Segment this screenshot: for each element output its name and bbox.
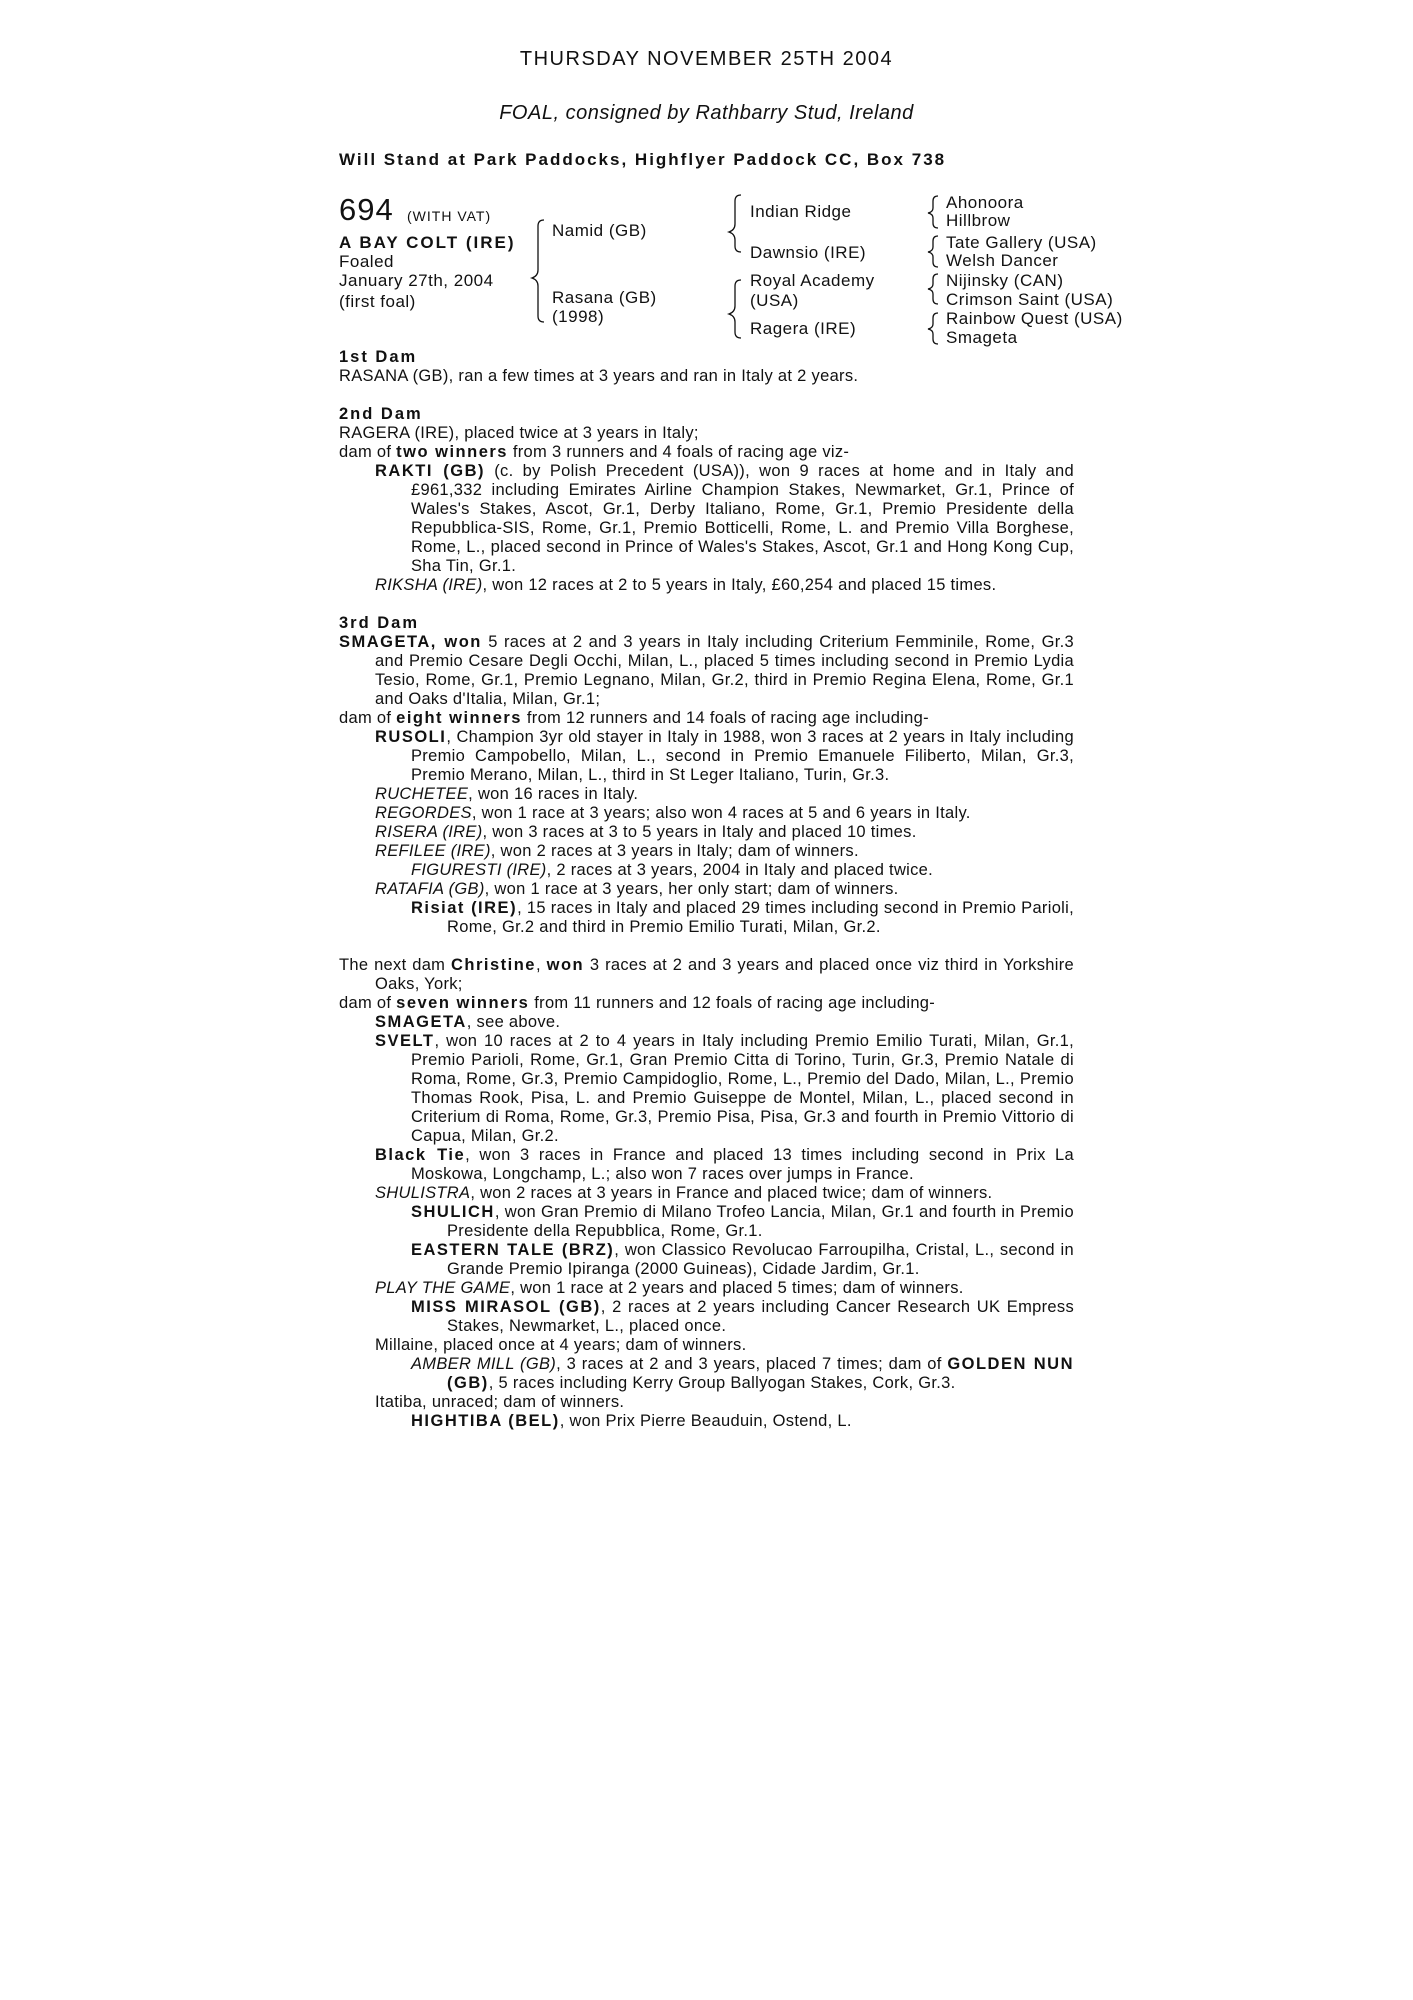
horse-name: RUSOLI xyxy=(375,728,447,746)
horse-name: SMAGETA xyxy=(375,1013,467,1031)
dam-year: (1998) xyxy=(552,307,605,326)
next-dam-entry: The next dam Christine, won 3 races at 2 and 3 years and placed once viz third in Yorkshire Oaks, York; xyxy=(339,956,1075,993)
brace-ggp-1 xyxy=(928,196,938,228)
sale-date: THURSDAY NOVEMBER 25TH 2004 xyxy=(519,48,894,70)
shulistra-entry: SHULISTRA, won 2 races at 3 years in France and placed twice; dam of winners. xyxy=(375,1184,993,1202)
horse-name: RUCHETEE xyxy=(375,785,469,803)
dam-name: Rasana (GB) xyxy=(552,288,657,307)
horse-name: SVELT xyxy=(375,1032,435,1050)
brace-ggp-3 xyxy=(928,274,938,304)
ggp-4: Welsh Dancer xyxy=(946,251,1059,270)
amber-mill-entry: AMBER MILL (GB), 3 races at 2 and 3 years, placed 7 times; dam of GOLDEN NUN (GB), 5 races including Kerry Group Ballyogan Stakes, Cork, Gr.3. xyxy=(411,1355,1074,1392)
brace-sire xyxy=(729,195,741,252)
first-foal-note: (first foal) xyxy=(339,292,416,311)
ratafia-entry: RATAFIA (GB), won 1 race at 3 years, her only start; dam of winners. xyxy=(375,880,899,898)
ggp-6: Crimson Saint (USA) xyxy=(946,290,1114,309)
sire-sire: Indian Ridge xyxy=(750,202,852,221)
dam-sire-country: (USA) xyxy=(750,291,799,310)
ggp-2: Hillbrow xyxy=(946,211,1011,230)
figuresti-entry: FIGURESTI (IRE), 2 races at 3 years, 2004 in Italy and placed twice. xyxy=(411,861,934,879)
horse-name: FIGURESTI (IRE) xyxy=(411,861,547,879)
horse-name: RAKTI (GB) xyxy=(375,462,486,480)
ggp-8: Smageta xyxy=(946,328,1018,347)
horse-name: SHULICH xyxy=(411,1203,495,1221)
hightiba-entry: HIGHTIBA (BEL), won Prix Pierre Beauduin, Ostend, L. xyxy=(411,1412,852,1430)
lot-number: 694 xyxy=(339,192,394,227)
ruchetee-entry: RUCHETEE, won 16 races in Italy. xyxy=(375,785,639,803)
play-the-game-entry: PLAY THE GAME, won 1 race at 2 years and placed 5 times; dam of winners. xyxy=(375,1279,964,1297)
first-dam-text: RASANA (GB), ran a few times at 3 years and ran in Italy at 2 years. xyxy=(339,367,859,385)
horse-name: EASTERN TALE (BRZ) xyxy=(411,1241,615,1259)
horse-name: RISERA (IRE) xyxy=(375,823,483,841)
shulich-entry: SHULICH, won Gran Premio di Milano Trofeo Lancia, Milan, Gr.1 and fourth in Premio Presidente della Repubblica, Rome, Gr.1. xyxy=(411,1203,1074,1240)
horse-name: Christine xyxy=(450,956,536,974)
horse-name: HIGHTIBA (BEL) xyxy=(411,1412,560,1430)
consignment-line: FOAL, consigned by Rathbarry Stud, Ireland xyxy=(499,102,914,124)
horse-name: REGORDES xyxy=(375,804,472,822)
millaine-entry: Millaine, placed once at 4 years; dam of winners. xyxy=(375,1336,747,1354)
horse-name: SMAGETA xyxy=(339,633,431,651)
brace-dam xyxy=(729,280,741,338)
eastern-tale-entry: EASTERN TALE (BRZ), won Classico Revolucao Farroupilha, Cristal, L., second in Grande Premio Ipiranga (2000 Guineas), Cidade Jardim, Gr.1. xyxy=(411,1241,1074,1278)
dam-sire: Royal Academy xyxy=(750,271,875,290)
vat-note: (WITH VAT) xyxy=(407,208,492,224)
ggp-3: Tate Gallery (USA) xyxy=(946,233,1097,252)
black-tie-entry: Black Tie, won 3 races in France and placed 13 times including second in Prix La Moskowa, Longchamp, L.; also won 7 races over jumps in France. xyxy=(375,1146,1074,1183)
foaled-label: Foaled xyxy=(339,252,394,271)
horse-name: GOLDEN NUN (GB) xyxy=(447,1355,1074,1392)
rakti-entry: RAKTI (GB) (c. by Polish Precedent (USA)), won 9 races at home and in Italy and £961,332 including Emirates Airline Champion Stakes, Newmarket, Gr.1, Prince of Wales's Stakes, Ascot, Gr.1, Derby Italiano, Rome, Gr.1, Premio Presidente della Repubblica-SIS, Rome, Gr.1, Premio Botticelli, Rome, L. and Premio Villa Borghese, Rome, L., placed second in Prince of Wales's Stakes, Ascot, Gr.1 and Hong Kong Cup, Sha Tin, Gr.1. xyxy=(375,462,1075,575)
sire-dam: Dawnsio (IRE) xyxy=(750,243,867,262)
svelt-entry: SVELT, won 10 races at 2 to 4 years in Italy including Premio Emilio Turati, Milan, Gr.1, Premio Parioli, Rome, Gr.1, Gran Premio Citta di Torino, Turin, Gr.3, Premio Natale di Roma, Rome, Gr.3, Premio Campidoglio, Rome, L., Premio del Dado, Milan, L., Premio Thomas Rook, Pisa, L. and Premio Guiseppe de Montel, Milan, L., placed second in Criterium di Roma, Rome, Gr.3, Premio Pisa, Pisa, Gr.3 and fourth in Premio Vittorio di Capua, Milan, Gr.2. xyxy=(375,1032,1074,1145)
smageta-entry: SMAGETA, won 5 races at 2 and 3 years in Italy including Criterium Femminile, Rome, Gr.3 and Premio Cesare Degli Occhi, Milan, L., placed 5 times including second in Premio Lydia Tesio, Rome, Gr.1, Premio Legnano, Milan, Gr.2, third in Premio Regina Elena, Rome, Gr.1 and Oaks d'Italia, Milan, Gr.1; xyxy=(339,633,1074,708)
horse-name: RIKSHA (IRE) xyxy=(375,576,483,594)
produce-record xyxy=(339,348,1074,1431)
first-dam-heading: 1st Dam xyxy=(339,348,418,366)
horse-name: MISS MIRASOL (GB) xyxy=(411,1298,601,1316)
regordes-entry: REGORDES, won 1 race at 3 years; also won 4 races at 5 and 6 years in Italy. xyxy=(375,804,971,822)
ggp-7: Rainbow Quest (USA) xyxy=(946,309,1123,328)
foal-date: January 27th, 2004 xyxy=(339,271,494,290)
horse-name: Risiat (IRE) xyxy=(411,899,518,917)
itatiba-entry: Itatiba, unraced; dam of winners. xyxy=(375,1393,625,1411)
horse-name: REFILEE (IRE) xyxy=(375,842,491,860)
horse-name: Black Tie xyxy=(375,1146,466,1164)
sire-name: Namid (GB) xyxy=(552,221,647,240)
ggp-5: Nijinsky (CAN) xyxy=(946,271,1064,290)
horse-name: PLAY THE GAME xyxy=(375,1279,511,1297)
brace-ggp-4 xyxy=(928,313,938,344)
pedigree-braces xyxy=(0,0,1413,360)
next-dam-produce-summary: dam of seven winners from 11 runners and 12 foals of racing age including- xyxy=(339,994,936,1012)
second-dam-heading: 2nd Dam xyxy=(339,405,423,423)
stand-location: Will Stand at Park Paddocks, Highflyer Paddock CC, Box 738 xyxy=(339,150,947,169)
refilee-entry: REFILEE (IRE), won 2 races at 3 years in Italy; dam of winners. xyxy=(375,842,859,860)
dam-dam: Ragera (IRE) xyxy=(750,319,857,338)
horse-name: AMBER MILL (GB) xyxy=(411,1355,557,1373)
riksha-entry: RIKSHA (IRE), won 12 races at 2 to 5 years in Italy, £60,254 and placed 15 times. xyxy=(375,576,997,594)
second-dam-line: RAGERA (IRE), placed twice at 3 years in Italy; xyxy=(339,424,699,442)
risiat-entry: Risiat (IRE), 15 races in Italy and placed 29 times including second in Premio Parioli, Rome, Gr.2 and third in Premio Emilio Turati, Milan, Gr.2. xyxy=(411,899,1074,936)
second-dam-produce-summary: dam of two winners from 3 runners and 4 foals of racing age viz- xyxy=(339,443,850,461)
smageta-ref-entry: SMAGETA, see above. xyxy=(375,1013,561,1031)
colt-name: A BAY COLT (IRE) xyxy=(339,233,516,252)
horse-name: SHULISTRA xyxy=(375,1184,471,1202)
ggp-1: Ahonoora xyxy=(946,193,1024,212)
third-dam-heading: 3rd Dam xyxy=(339,614,420,632)
rusoli-entry: RUSOLI, Champion 3yr old stayer in Italy in 1988, won 3 races at 2 years in Italy including Premio Campobello, Milan, L., second in Premio Emanuele Filiberto, Milan, Gr.3, Premio Merano, Milan, L., third in St Leger Italiano, Turin, Gr.3. xyxy=(375,728,1074,784)
brace-parents xyxy=(532,220,544,322)
horse-name: RATAFIA (GB) xyxy=(375,880,485,898)
risera-entry: RISERA (IRE), won 3 races at 3 to 5 years in Italy and placed 10 times. xyxy=(375,823,917,841)
miss-mirasol-entry: MISS MIRASOL (GB), 2 races at 2 years including Cancer Research UK Empress Stakes, Newmarket, L., placed once. xyxy=(411,1298,1075,1335)
third-dam-produce-summary: dam of eight winners from 12 runners and 14 foals of racing age including- xyxy=(339,709,929,727)
brace-ggp-2 xyxy=(928,236,938,267)
